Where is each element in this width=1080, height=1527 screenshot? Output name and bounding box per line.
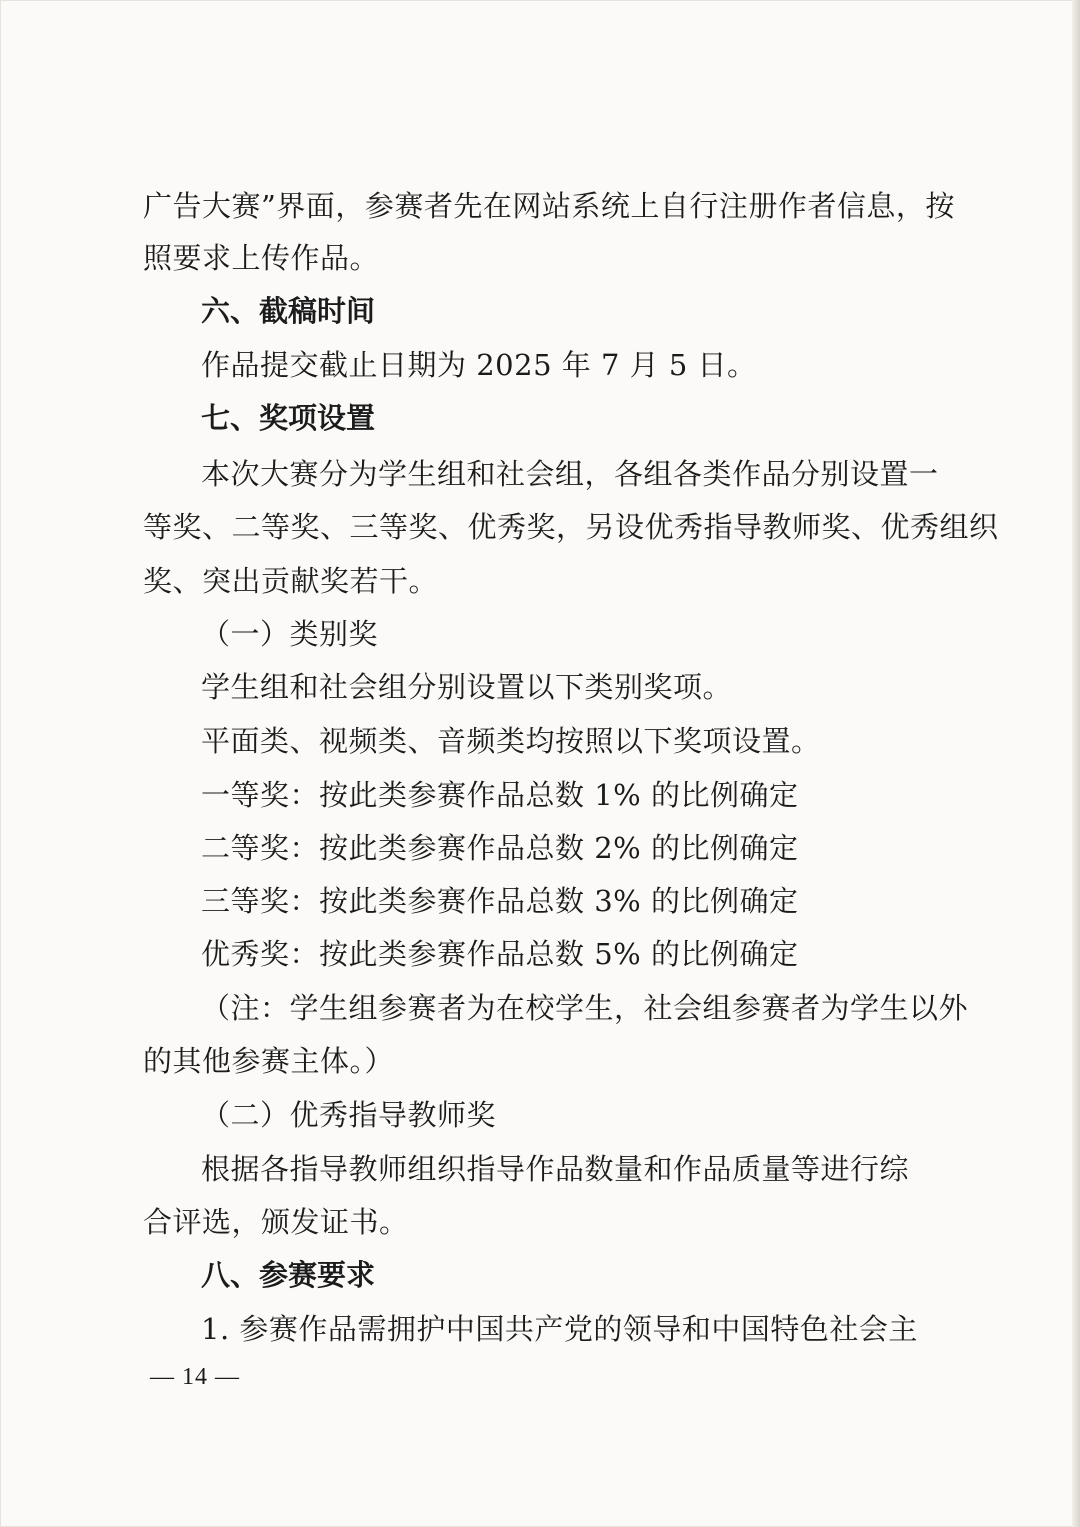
- body-line-2: 照要求上传作品。: [143, 241, 380, 275]
- section-heading-requirements: 八、参赛要求: [201, 1258, 376, 1292]
- subheading-teacher-award: （二）优秀指导教师奖: [201, 1098, 497, 1132]
- body-line-awards-1: 本次大赛分为学生组和社会组，各组各类作品分别设置一: [201, 457, 939, 491]
- note-line-1: （注：学生组参赛者为在校学生，社会组参赛者为学生以外: [201, 991, 969, 1025]
- body-line-awards-2: 等奖、二等奖、三等奖、优秀奖，另设优秀指导教师奖、优秀组织: [143, 510, 999, 544]
- section-heading-deadline: 六、截稿时间: [201, 294, 376, 328]
- subheading-category-award: （一）类别奖: [201, 617, 379, 651]
- award-line-third-prize: 三等奖：按此类参赛作品总数 3% 的比例确定: [201, 884, 799, 918]
- body-line-1: 广告大赛”界面，参赛者先在网站系统上自行注册作者信息，按: [143, 189, 955, 223]
- body-line-deadline: 作品提交截止日期为 2025 年 7 月 5 日。: [201, 348, 757, 382]
- body-line-category-2: 平面类、视频类、音频类均按照以下奖项设置。: [201, 724, 821, 758]
- award-line-first-prize: 一等奖：按此类参赛作品总数 1% 的比例确定: [201, 778, 799, 812]
- award-line-second-prize: 二等奖：按此类参赛作品总数 2% 的比例确定: [201, 831, 799, 865]
- body-line-teacher-1: 根据各指导教师组织指导作品数量和作品质量等进行综: [201, 1152, 910, 1186]
- award-line-excellence-prize: 优秀奖：按此类参赛作品总数 5% 的比例确定: [201, 937, 799, 971]
- note-line-2: 的其他参赛主体。）: [143, 1044, 395, 1078]
- body-line-requirements-1: 1. 参赛作品需拥护中国共产党的领导和中国特色社会主: [201, 1312, 918, 1346]
- section-heading-awards: 七、奖项设置: [201, 401, 376, 435]
- body-line-teacher-2: 合评选，颁发证书。: [143, 1205, 409, 1239]
- page-edge: [1072, 0, 1080, 1527]
- page-number: — 14 —: [150, 1364, 240, 1390]
- body-line-category-1: 学生组和社会组分别设置以下类别奖项。: [201, 670, 733, 704]
- body-line-awards-3: 奖、突出贡献奖若干。: [143, 564, 439, 598]
